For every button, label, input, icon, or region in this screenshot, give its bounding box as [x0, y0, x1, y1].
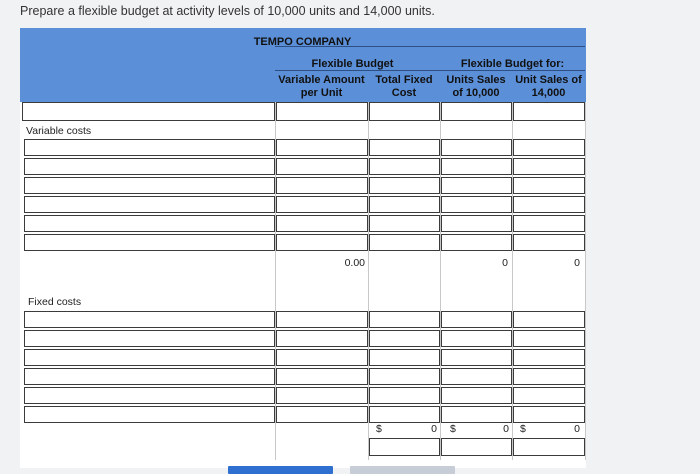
total-line-fixed — [369, 438, 440, 456]
fixed-row-4-10k-input[interactable] — [441, 368, 512, 385]
units10-total-currency: $ — [450, 423, 456, 435]
instruction-text: Prepare a flexible budget at activity levels of 10,000 units and 14,000 units. — [20, 4, 435, 18]
variable-row-6-fixed-input[interactable] — [369, 234, 440, 251]
variable-row-4-fixed-input[interactable] — [369, 196, 440, 213]
fixed-row-1-10k-input[interactable] — [441, 311, 512, 328]
fixed-row-2-10k-input[interactable] — [441, 330, 512, 347]
fixed-row-1-14k-input[interactable] — [513, 311, 585, 328]
header-total-fixed: Total Fixed Cost — [375, 74, 433, 99]
variable-row-5-fixed-input[interactable] — [369, 215, 440, 232]
variable-total-10k: 0 — [502, 257, 508, 269]
fixed-row-1-var-input[interactable] — [276, 311, 368, 328]
fixed-row-3-label-input[interactable] — [24, 349, 275, 366]
total-line-10k — [441, 438, 512, 456]
header-units-14000: Unit Sales of 14,000 — [515, 74, 582, 99]
row-blank-14k[interactable] — [513, 102, 585, 121]
variable-row-3-label-input[interactable] — [24, 177, 275, 194]
fixed-row-2-fixed-input[interactable] — [369, 330, 440, 347]
fixed-row-2-14k-input[interactable] — [513, 330, 585, 347]
fixed-row-5-fixed-input[interactable] — [369, 387, 440, 404]
submit-button[interactable] — [228, 466, 333, 474]
fixed-row-5-label-input[interactable] — [24, 387, 275, 404]
variable-row-6-10k-input[interactable] — [441, 234, 512, 251]
fixed-row-3-10k-input[interactable] — [441, 349, 512, 366]
fixed-total: 0 — [431, 423, 437, 435]
variable-row-5-var-input[interactable] — [276, 215, 368, 232]
variable-row-2-10k-input[interactable] — [441, 158, 512, 175]
variable-row-4-10k-input[interactable] — [441, 196, 512, 213]
fixed-total-currency: $ — [376, 423, 382, 435]
variable-row-3-14k-input[interactable] — [513, 177, 585, 194]
secondary-button[interactable] — [350, 466, 455, 474]
units14-total: 0 — [574, 423, 580, 435]
variable-costs-label: Variable costs — [26, 125, 92, 137]
variable-row-2-fixed-input[interactable] — [369, 158, 440, 175]
header-variable-amount: Variable Amount per Unit — [278, 74, 365, 99]
variable-row-4-label-input[interactable] — [24, 196, 275, 213]
variable-row-1-fixed-input[interactable] — [369, 139, 440, 156]
row-blank-fixed[interactable] — [369, 102, 440, 121]
row-blank-label[interactable] — [22, 102, 275, 121]
fixed-row-6-fixed-input[interactable] — [369, 406, 440, 423]
fixed-row-4-fixed-input[interactable] — [369, 368, 440, 385]
fixed-row-6-14k-input[interactable] — [513, 406, 585, 423]
variable-row-3-fixed-input[interactable] — [369, 177, 440, 194]
row-blank-var[interactable] — [276, 102, 368, 121]
fixed-row-3-14k-input[interactable] — [513, 349, 585, 366]
fixed-row-6-label-input[interactable] — [24, 406, 275, 423]
variable-row-2-14k-input[interactable] — [513, 158, 585, 175]
variable-total-14k: 0 — [574, 257, 580, 269]
fixed-row-4-label-input[interactable] — [24, 368, 275, 385]
fixed-row-5-14k-input[interactable] — [513, 387, 585, 404]
fixed-row-1-label-input[interactable] — [24, 311, 275, 328]
fixed-row-5-var-input[interactable] — [276, 387, 368, 404]
flexible-budget-for-heading: Flexible Budget for: — [460, 58, 565, 70]
variable-row-4-14k-input[interactable] — [513, 196, 585, 213]
variable-row-6-var-input[interactable] — [276, 234, 368, 251]
company-name: TEMPO COMPANY — [253, 36, 352, 48]
fixed-row-2-var-input[interactable] — [276, 330, 368, 347]
variable-row-2-var-input[interactable] — [276, 158, 368, 175]
variable-row-2-label-input[interactable] — [24, 158, 275, 175]
row-blank-10k[interactable] — [441, 102, 512, 121]
variable-row-5-10k-input[interactable] — [441, 215, 512, 232]
table-header — [20, 28, 586, 102]
total-line-14k — [513, 438, 585, 456]
flexible-budget-heading: Flexible Budget — [311, 58, 394, 70]
fixed-row-4-14k-input[interactable] — [513, 368, 585, 385]
fixed-row-6-10k-input[interactable] — [441, 406, 512, 423]
variable-row-1-14k-input[interactable] — [513, 139, 585, 156]
variable-total-per-unit: 0.00 — [344, 257, 365, 269]
variable-row-1-var-input[interactable] — [276, 139, 368, 156]
fixed-row-1-fixed-input[interactable] — [369, 311, 440, 328]
fixed-row-2-label-input[interactable] — [24, 330, 275, 347]
fixed-row-3-var-input[interactable] — [276, 349, 368, 366]
units10-total: 0 — [503, 423, 509, 435]
units14-total-currency: $ — [520, 423, 526, 435]
fixed-costs-label: Fixed costs — [28, 296, 82, 308]
fixed-row-3-fixed-input[interactable] — [369, 349, 440, 366]
variable-row-6-label-input[interactable] — [24, 234, 275, 251]
fixed-row-6-var-input[interactable] — [276, 406, 368, 423]
variable-row-1-label-input[interactable] — [24, 139, 275, 156]
fixed-row-5-10k-input[interactable] — [441, 387, 512, 404]
variable-row-4-var-input[interactable] — [276, 196, 368, 213]
variable-row-3-10k-input[interactable] — [441, 177, 512, 194]
variable-row-1-10k-input[interactable] — [441, 139, 512, 156]
fixed-row-4-var-input[interactable] — [276, 368, 368, 385]
variable-row-5-label-input[interactable] — [24, 215, 275, 232]
variable-row-5-14k-input[interactable] — [513, 215, 585, 232]
budget-worksheet — [20, 28, 586, 468]
variable-row-3-var-input[interactable] — [276, 177, 368, 194]
header-units-10000: Units Sales of 10,000 — [446, 74, 506, 99]
variable-row-6-14k-input[interactable] — [513, 234, 585, 251]
